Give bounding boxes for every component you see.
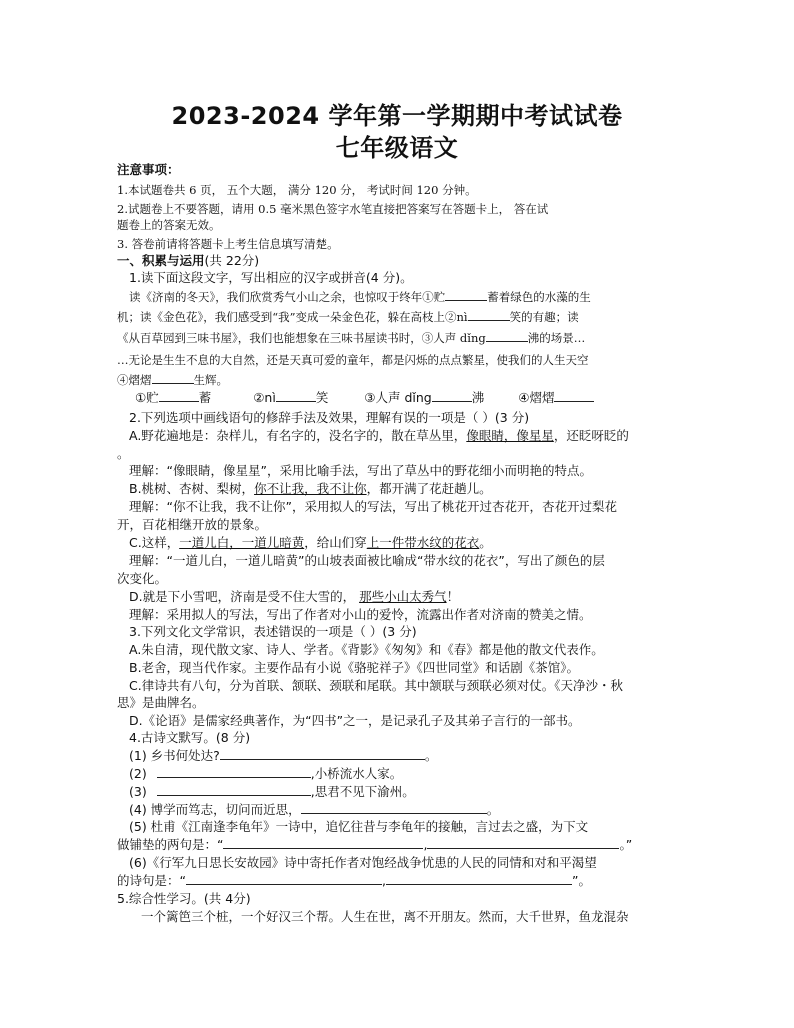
q5-passage-line1: 一个篱笆三个桩，一个好汉三个帮。人生在世，离不开朋友。然而，大千世界，鱼龙混杂 <box>141 909 629 924</box>
q2-option-b-explain-2: 开，百花相继开放的景象。 <box>117 517 268 532</box>
q2-option-c-explain-2: 次变化。 <box>117 571 168 586</box>
q1-passage-line5: ④熠熠 生辉。 <box>117 370 228 390</box>
q1-passage-line4: …无论是生生不息的大自然，还是天真可爱的童年，都是闪烁的点点繁星，使我们的人生天空 <box>117 353 589 367</box>
q4-line-3: (3) ,思君不见下渝州。 <box>129 784 415 799</box>
q4-line-5: (5) 杜甫《江南逢李龟年》一诗中，追忆往昔与李龟年的接触，言过去之盛，为下文 <box>129 819 589 834</box>
q4-blank-5a[interactable] <box>223 835 423 849</box>
section-score: (共 22分) <box>204 253 260 268</box>
q2-option-b-explain: 理解：“你不让我，我不让你”，采用拟人的写法，写出了桃花开过杏花开，杏花开过梨花 <box>129 499 617 514</box>
q3-option-b: B.老舍，现当代作家。主要作品有小说《骆驼祥子》《四世同堂》和话剧《茶馆》。 <box>129 660 580 675</box>
notice-item-1: 1.本试题卷共 6 页， 五个大题， 满分 120 分， 考试时间 120 分钟。 <box>117 183 477 197</box>
q1-answer-blank-2[interactable] <box>276 388 316 402</box>
q1-passage-line2: 机；读《金色花》，我们感受到“我”变成一朵金色花，躲在高枝上②nì 笑的有趣；读 <box>117 307 579 327</box>
q4-line-6: (6)《行军九日思长安故园》诗中寄托作者对饱经战争忧患的人民的同情和对和平渴望 <box>129 855 597 870</box>
q4-blank-6a[interactable] <box>186 871 382 885</box>
q1-passage-line1: 读《济南的冬天》，我们欣赏秀气小山之余，也惊叹于终年①贮 蓄着绿色的水藻的生 <box>129 287 591 307</box>
q2-option-c-explain: 理解：“一道儿白，一道儿暗黄”的山坡表面被比喻成“带水纹的花衣”，写出了颜色的层 <box>129 553 605 568</box>
q2-option-d: D.就是下小雪吧，济南是受不住大雪的， 那些小山太秀气！ <box>129 589 460 604</box>
exam-subtitle: 七年级语文 <box>335 134 459 162</box>
q1-blank-4 <box>152 370 194 384</box>
q2-stem: 2.下列选项中画线语句的修辞手法及效果，理解有误的一项是（ ）(3 分) <box>129 410 530 425</box>
q4-stem: 4.古诗文默写。(8 分) <box>129 730 251 745</box>
q1-answer-blank-1[interactable] <box>159 388 199 402</box>
q2-option-d-explain: 理解：采用拟人的写法，写出了作者对小山的爱怜，流露出作者对济南的赞美之情。 <box>129 607 592 622</box>
q1-stem: 1.读下面这段文字，写出相应的汉字或拼音(4 分)。 <box>129 270 413 285</box>
notice-heading: 注意事项： <box>117 162 180 177</box>
q2-option-a-end: 。 <box>117 446 130 461</box>
q1-blank-3 <box>486 328 528 342</box>
q4-blank-2[interactable] <box>157 764 311 778</box>
q4-blank-4[interactable] <box>301 800 487 814</box>
q3-option-d: D.《论语》是儒家经典著作，为“四书”之一，是记录孔子及其弟子言行的一部书。 <box>129 713 581 728</box>
q4-blank-5b[interactable] <box>427 835 619 849</box>
q4-line-5-answer: 做铺垫的两句是：“ , 。” <box>117 837 633 852</box>
notice-item-2b: 题卷上的答案无效。 <box>117 218 221 232</box>
q2-option-a-explain: 理解：“像眼睛，像星星”，采用比喻手法，写出了草丛中的野花细小而明艳的特点。 <box>129 463 592 478</box>
q2-option-a: A.野花遍地是：杂样儿，有名字的，没名字的，散在草丛里，像眼睛，像星星，还眨呀眨的 <box>129 428 629 443</box>
q1-blank-1 <box>445 287 487 301</box>
q4-blank-1[interactable] <box>220 746 425 760</box>
q1-answer-blank-3[interactable] <box>432 388 472 402</box>
q1-answer-row: ①贮 蓄 ②nì 笑 ③人声 dǐng 沸 ④熠熠 <box>135 388 594 408</box>
q4-line-4: (4) 博学而笃志，切问而近思， 。 <box>129 802 500 817</box>
q3-option-a: A.朱自清，现代散文家、诗人、学者。《背影》《匆匆》和《春》都是他的散文代表作。 <box>129 642 604 657</box>
notice-item-3: 3. 答卷前请将答题卡上考生信息填写清楚。 <box>117 237 339 251</box>
q4-blank-6b[interactable] <box>386 871 572 885</box>
section-title: 一、积累与运用 <box>117 253 205 268</box>
q1-passage-line3: 《从百草园到三味书屋》，我们也能想象在三味书屋读书时，③人声 dǐng 沸的场景… <box>117 328 585 348</box>
exam-title: 2023-2024 学年第一学期期中考试试卷 <box>171 102 623 130</box>
q3-option-c-2: 思》是曲牌名。 <box>117 695 205 710</box>
q4-blank-3[interactable] <box>157 782 311 796</box>
q4-line-6-answer: 的诗句是：“ , ”。 <box>117 873 591 888</box>
q4-line-2: (2) ,小桥流水人家。 <box>129 766 403 781</box>
notice-item-2a: 2.试题卷上不要答题，请用 0.5 毫米黑色签字水笔直接把答案写在答题卡上， 答在试 <box>117 202 549 216</box>
q3-option-c: C.律诗共有八句，分为首联、颔联、颈联和尾联。其中颔联与颈联必须对仗。《天净沙・秋 <box>129 678 623 693</box>
q3-stem: 3.下列文化文学常识，表述错误的一项是（ ）(3 分) <box>129 624 417 639</box>
q2-option-c: C.这样，一道儿白，一道儿暗黄，给山们穿上一件带水纹的花衣。 <box>129 535 492 550</box>
q4-line-1: (1) 乡书何处达? 。 <box>129 748 438 763</box>
q2-option-b: B.桃树、杏树、梨树，你不让我，我不让你，都开满了花赶趟儿。 <box>129 481 492 496</box>
q1-blank-2 <box>468 307 510 321</box>
q5-stem: 5.综合性学习。(共 4分) <box>117 891 251 906</box>
q1-answer-blank-4[interactable] <box>554 388 594 402</box>
